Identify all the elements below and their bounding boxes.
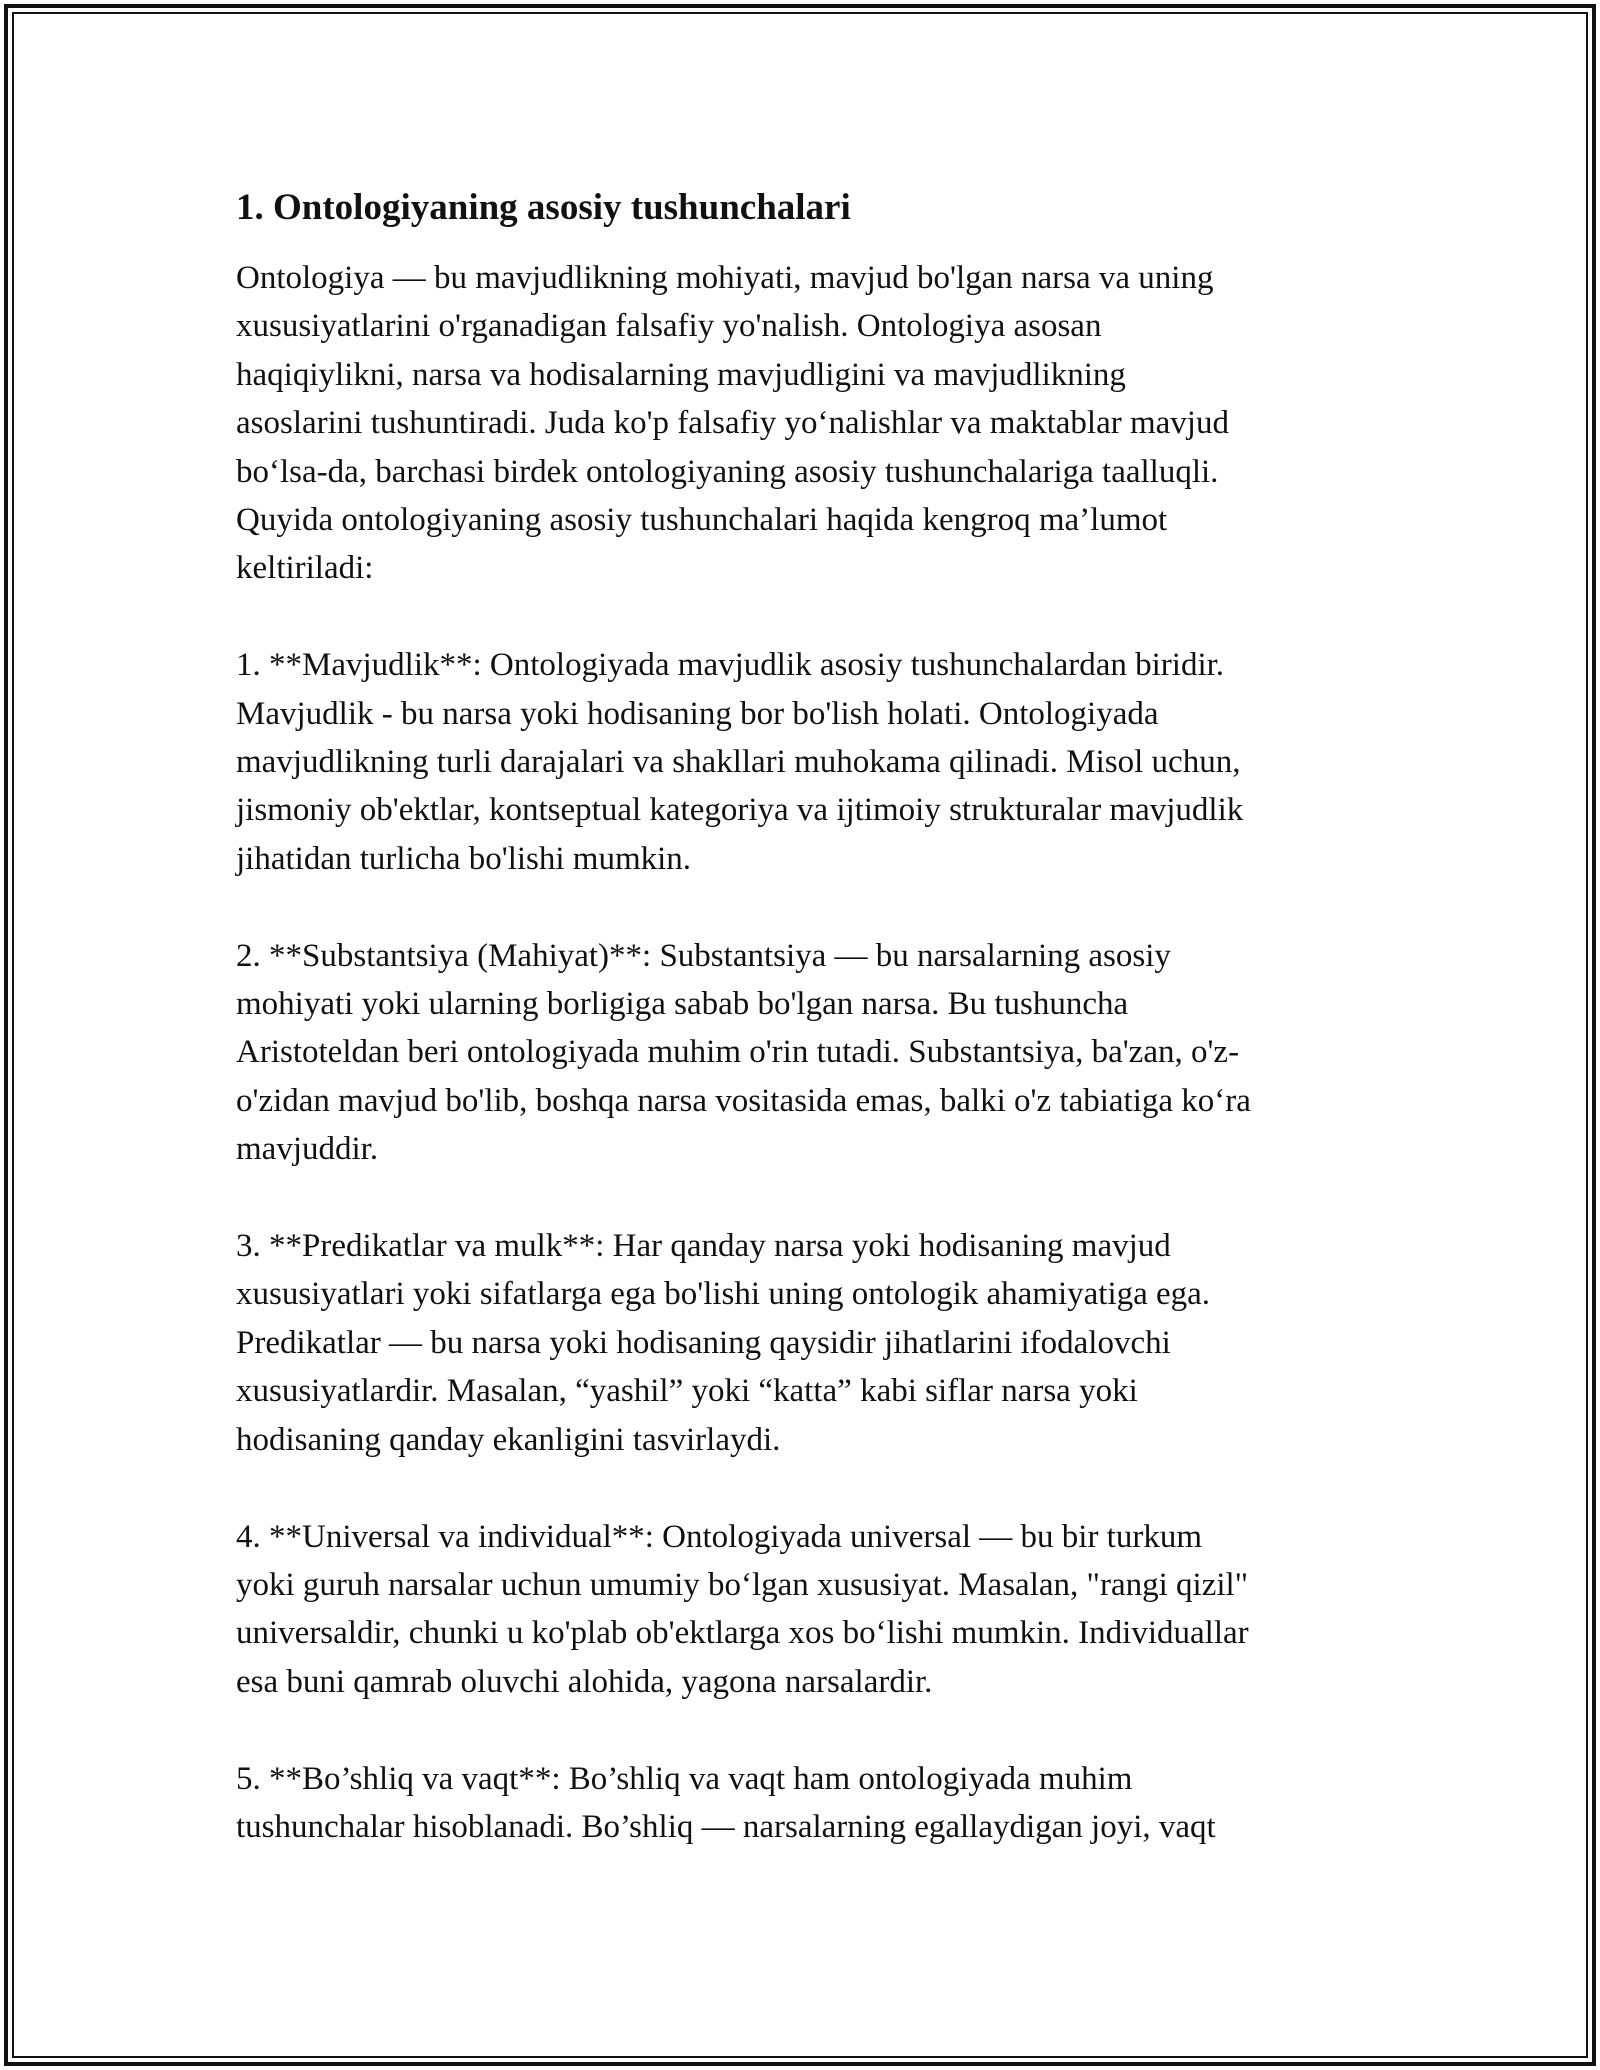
paragraph-predikatlar: 3. **Predikatlar va mulk**: Har qanday narsa yoki hodisaning mavjud xususiyatlari yoki sifatlarga ega bo'lishi uning ontologik ahamiyatiga ega. Predikatlar — bu narsa yoki hodisaning qaysidir jihatlarini ifodalovchi xususiyatlardir. Masalan, “yashil” yoki “katta” kabi siflar narsa yoki hodisaning qanday ekanligini tasvirlaydi. bbox=[236, 1228, 1211, 1458]
paragraph-universal: 4. **Universal va individual**: Ontologiyada universal — bu bir turkum yoki guruh narsalar uchun umumiy bo‘lgan xususiyat. Masalan, "rangi qizil" universaldir, chunki u ko'plab ob'ektlarga xos bo‘lishi mumkin. Individuallar esa buni qamrab oluvchi alohida, yagona narsalardir. bbox=[236, 1518, 1249, 1700]
intro-paragraph: Ontologiya — bu mavjudlikning mohiyati, mavjud bo'lgan narsa va uning xususiyatlarini o'rganadigan falsafiy yo'nalish. Ontologiya asosan haqiqiylikni, narsa va hodisalarning mavjudligini va mavjudlikning asoslarini tushuntiradi. Juda ko'p falsafiy yo‘nalishlar va maktablar mavjud bo‘lsa-da, barchasi birdek ontologiyaning asosiy tushunchalariga taalluqli. Quyida ontologiyaning asosiy tushunchalari haqida kengroq ma’lumot keltiriladi: bbox=[236, 260, 1229, 587]
document-heading: 1. Ontologiyaning asosiy tushunchalari bbox=[236, 187, 851, 228]
paragraph-substantsiya: 2. **Substantsiya (Mahiyat)**: Substantsiya — bu narsalarning asosiy mohiyati yoki ularning borligiga sabab bo'lgan narsa. Bu tushuncha Aristoteldan beri ontologiyada muhim o'rin tutadi. Substantsiya, ba'zan, o'z- o'zidan mavjud bo'lib, boshqa narsa vositasida emas, balki o'z tabiatiga ko‘ra mavjuddir. bbox=[236, 937, 1251, 1168]
paragraph-boshliq: 5. **Bo’shliq va vaqt**: Bo’shliq va vaqt ham ontologiyada muhim tushunchalar hisoblanadi. Bo’shliq — narsalarning egallaydigan joyi, vaqt bbox=[236, 1760, 1216, 1845]
document-body bbox=[236, 184, 1376, 1900]
paragraph-mavjudlik: 1. **Mavjudlik**: Ontologiyada mavjudlik asosiy tushunchalardan biridir. Mavjudlik - bu narsa yoki hodisaning bor bo'lish holati. Ontologiyada mavjudlikning turli darajalari va shakllari muhokama qilinadi. Misol uchun, jismoniy ob'ektlar, kontseptual kategoriya va ijtimoiy strukturalar mavjudlik jihatidan turlicha bo'lishi mumkin. bbox=[236, 647, 1244, 877]
